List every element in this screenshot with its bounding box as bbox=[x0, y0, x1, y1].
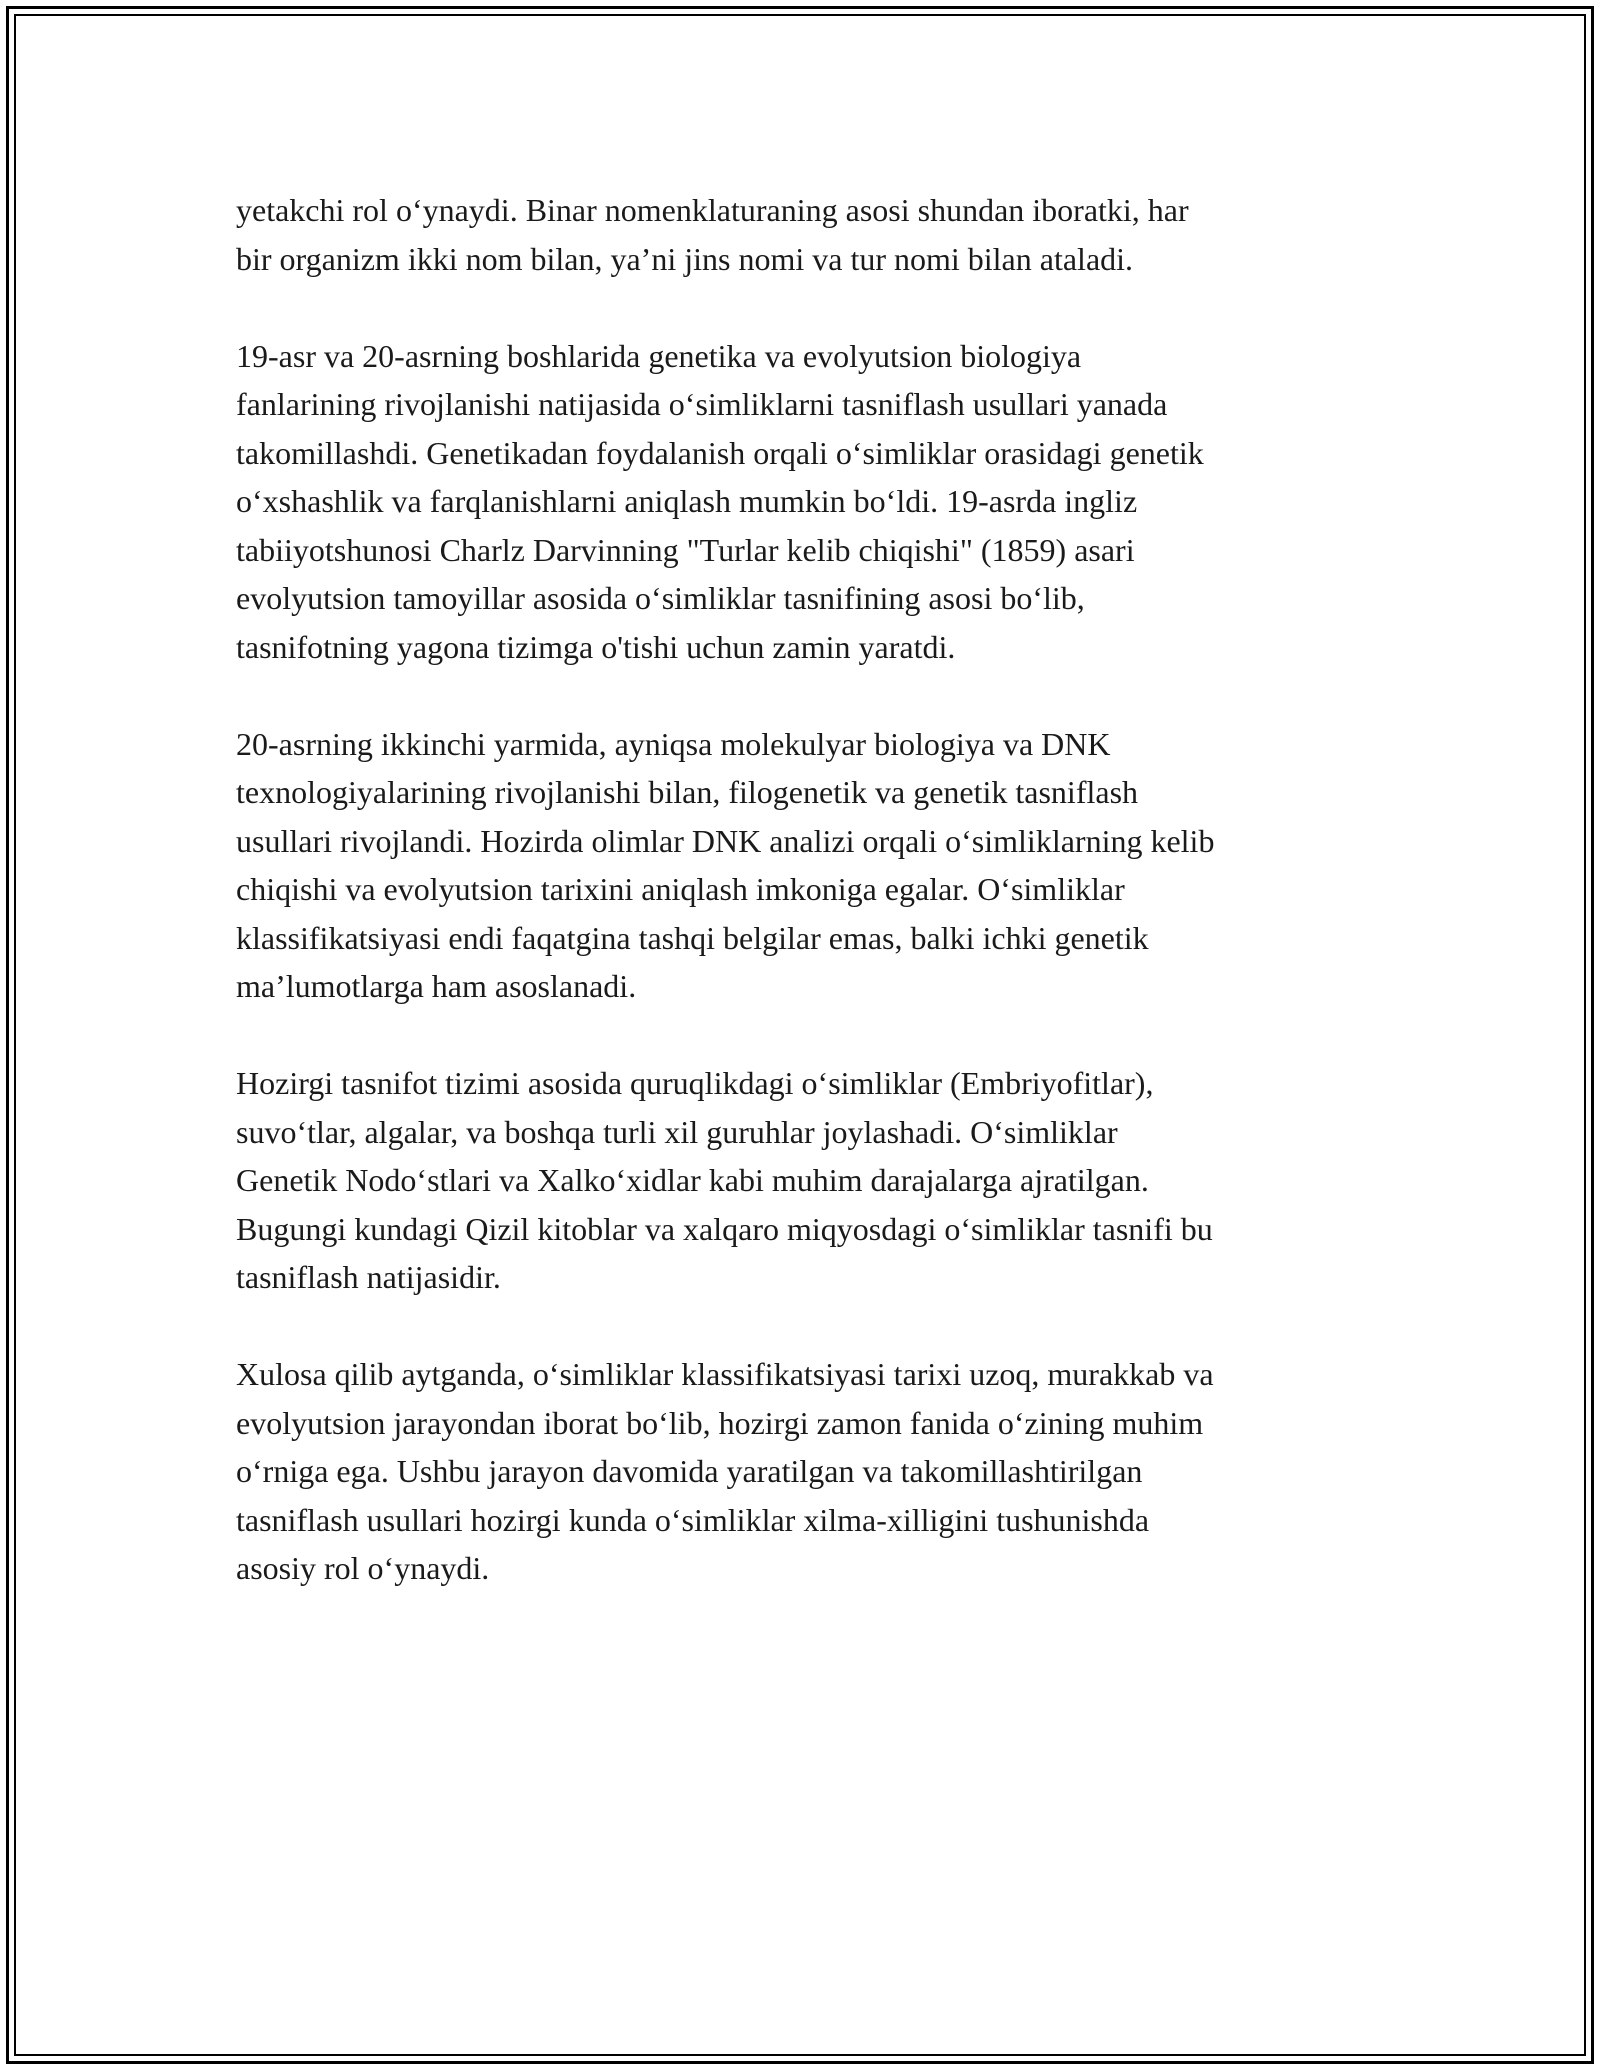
paragraph-3: 20-asrning ikkinchi yarmida, ayniqsa molekulyar biologiya va DNK texnologiyalarining rivojlanishi bilan, filogenetik va genetik tasniflash usullari rivojlandi. Hozirda olimlar DNK analizi orqali o‘simliklarning kelib chiqishi va evolyutsion tarixini aniqlash imkoniga egalar. O‘simliklar klassifikatsiyasi endi faqatgina tashqi belgilar emas, balki ichki genetik ma’lumotlarga ham asoslanadi. bbox=[236, 725, 1215, 1004]
paragraph-1: yetakchi rol o‘ynaydi. Binar nomenklaturaning asosi shundan iboratki, har bir organizm ikki nom bilan, ya’ni jins nomi va tur nomi bilan ataladi. bbox=[236, 192, 1189, 277]
paragraph-5: Xulosa qilib aytganda, o‘simliklar klassifikatsiyasi tarixi uzoq, murakkab va evolyutsion jarayondan iborat bo‘lib, hozirgi zamon fanida o‘zining muhim o‘rniga ega. Ushbu jarayon davomida yaratilgan va takomillashtirilgan tasniflash usullari hozirgi kunda o‘simliklar xilma-xilligini tushunishda asosiy rol o‘ynaydi. bbox=[236, 1356, 1214, 1586]
paragraph-4: Hozirgi tasnifot tizimi asosida quruqlikdagi o‘simliklar (Embriyofitlar), suvo‘tlar, algalar, va boshqa turli xil guruhlar joylashadi. O‘simliklar Genetik Nodo‘stlari va Xalko‘xidlar kabi muhim darajalarga ajratilgan. Bugungi kundagi Qizil kitoblar va xalqaro miqyosdagi o‘simliklar tasnifi bu tasniflash natijasidir. bbox=[236, 1065, 1213, 1295]
paragraph-2: 19-asr va 20-asrning boshlarida genetika va evolyutsion biologiya fanlarining rivojlanishi natijasida o‘simliklarni tasniflash usullari yanada takomillashdi. Genetikadan foydalanish orqali o‘simliklar orasidagi genetik o‘xshashlik va farqlanishlarni aniqlash mumkin bo‘ldi. 19-asrda ingliz tabiiyotshunosi Charlz Darvinning "Turlar kelib chiqishi" (1859) asari evolyutsion tamoyillar asosida o‘simliklar tasnifining asosi bo‘lib, tasnifotning yagona tizimga o'tishi uchun zamin yaratdi. bbox=[236, 337, 1204, 665]
document-body bbox=[236, 186, 1366, 1593]
